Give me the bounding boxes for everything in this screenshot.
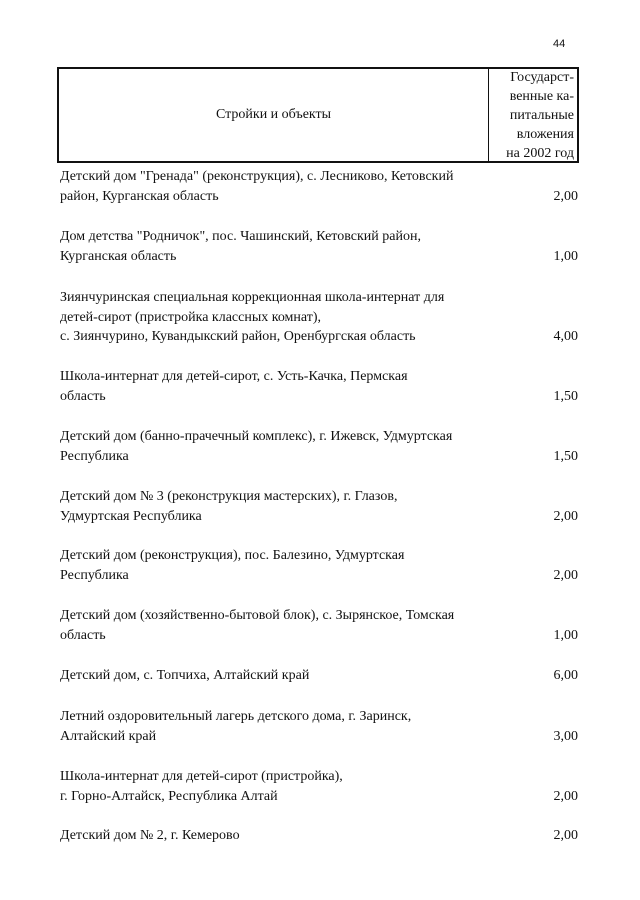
table-row [60, 367, 580, 406]
row-text-line: Детский дом (банно-прачечный комплекс), г. Ижевск, Удмуртская [60, 429, 453, 444]
row-text [60, 487, 510, 526]
row-text-line: Курганская область [60, 248, 177, 264]
row-text-line: Летний оздоровительный лагерь детского дома, г. Заринск, [60, 709, 412, 724]
row-value: 2,00 [553, 567, 578, 583]
row-text [60, 666, 510, 686]
row-text-line: район, Курганская область [60, 188, 219, 204]
row-text-line: Детский дом (реконструкция), пос. Балезино, Удмуртская [60, 548, 405, 563]
row-text-line: Детский дом (хозяйственно-бытовой блок), с. Зырянское, Томская [60, 608, 455, 623]
header-objects-cell: Стройки и объекты [59, 69, 489, 161]
row-text [60, 367, 510, 406]
row-text-line: область [60, 388, 106, 404]
row-text [60, 606, 510, 645]
row-text [60, 707, 510, 746]
row-text-line: Детский дом, с. Топчиха, Алтайский край [60, 668, 310, 683]
header-investment-line: вложения [516, 126, 574, 142]
header-investment-cell [489, 69, 577, 161]
header-investment-line: на 2002 год [506, 145, 574, 161]
table-row [60, 707, 580, 746]
table-header [57, 67, 579, 163]
row-text-line: Алтайский край [60, 728, 157, 744]
row-text [60, 427, 510, 466]
table-row [60, 606, 580, 645]
header-investment-line: венные ка- [509, 88, 574, 104]
row-text [60, 767, 510, 806]
row-value: 4,00 [553, 329, 578, 344]
table-row [60, 288, 580, 347]
row-value: 1,00 [553, 627, 578, 643]
row-value: 2,00 [553, 508, 578, 524]
row-text-line: детей-сирот (пристройка классных комнат), [60, 309, 322, 325]
row-text-line: Зиянчуринская специальная коррекционная школа-интернат для [60, 290, 445, 305]
row-text-line: Школа-интернат для детей-сирот, с. Усть-Качка, Пермская [60, 369, 408, 384]
page-number: 44 [553, 38, 566, 50]
row-value: 2,00 [553, 828, 578, 843]
row-value: 6,00 [553, 668, 578, 683]
row-value: 2,00 [553, 188, 578, 204]
row-text-line: Дом детства "Родничок", пос. Чашинский, Кетовский район, [60, 229, 421, 244]
table-row [60, 167, 580, 206]
row-value: 3,00 [553, 728, 578, 744]
row-value: 2,00 [553, 788, 578, 804]
row-value: 1,00 [553, 248, 578, 264]
table-row [60, 546, 580, 585]
row-text-line: Школа-интернат для детей-сирот (пристройка), [60, 769, 343, 784]
row-text-line: область [60, 627, 106, 643]
row-text [60, 826, 510, 846]
row-text [60, 167, 510, 206]
row-value: 1,50 [553, 388, 578, 404]
row-text-line: Удмуртская Республика [60, 508, 202, 524]
row-text-line: г. Горно-Алтайск, Республика Алтай [60, 788, 278, 804]
row-value: 1,50 [553, 448, 578, 464]
row-text [60, 546, 510, 585]
table-row [60, 666, 580, 686]
row-text-line: Детский дом № 2, г. Кемерово [60, 828, 240, 843]
row-text-line: Республика [60, 448, 129, 464]
table-row [60, 227, 580, 266]
table-row [60, 427, 580, 466]
table-row [60, 767, 580, 806]
header-investment-line: питальные [509, 107, 574, 123]
row-text-line: Детский дом № 3 (реконструкция мастерских), г. Глазов, [60, 489, 398, 504]
row-text [60, 288, 510, 347]
header-investment-line: Государст- [510, 69, 574, 85]
table-row [60, 487, 580, 526]
row-text-line: Детский дом "Гренада" (реконструкция), с. Лесниково, Кетовский [60, 169, 454, 184]
row-text-line: с. Зиянчурино, Кувандыкский район, Оренбургская область [60, 329, 416, 344]
row-text [60, 227, 510, 266]
row-text-line: Республика [60, 567, 129, 583]
table-row [60, 826, 580, 846]
